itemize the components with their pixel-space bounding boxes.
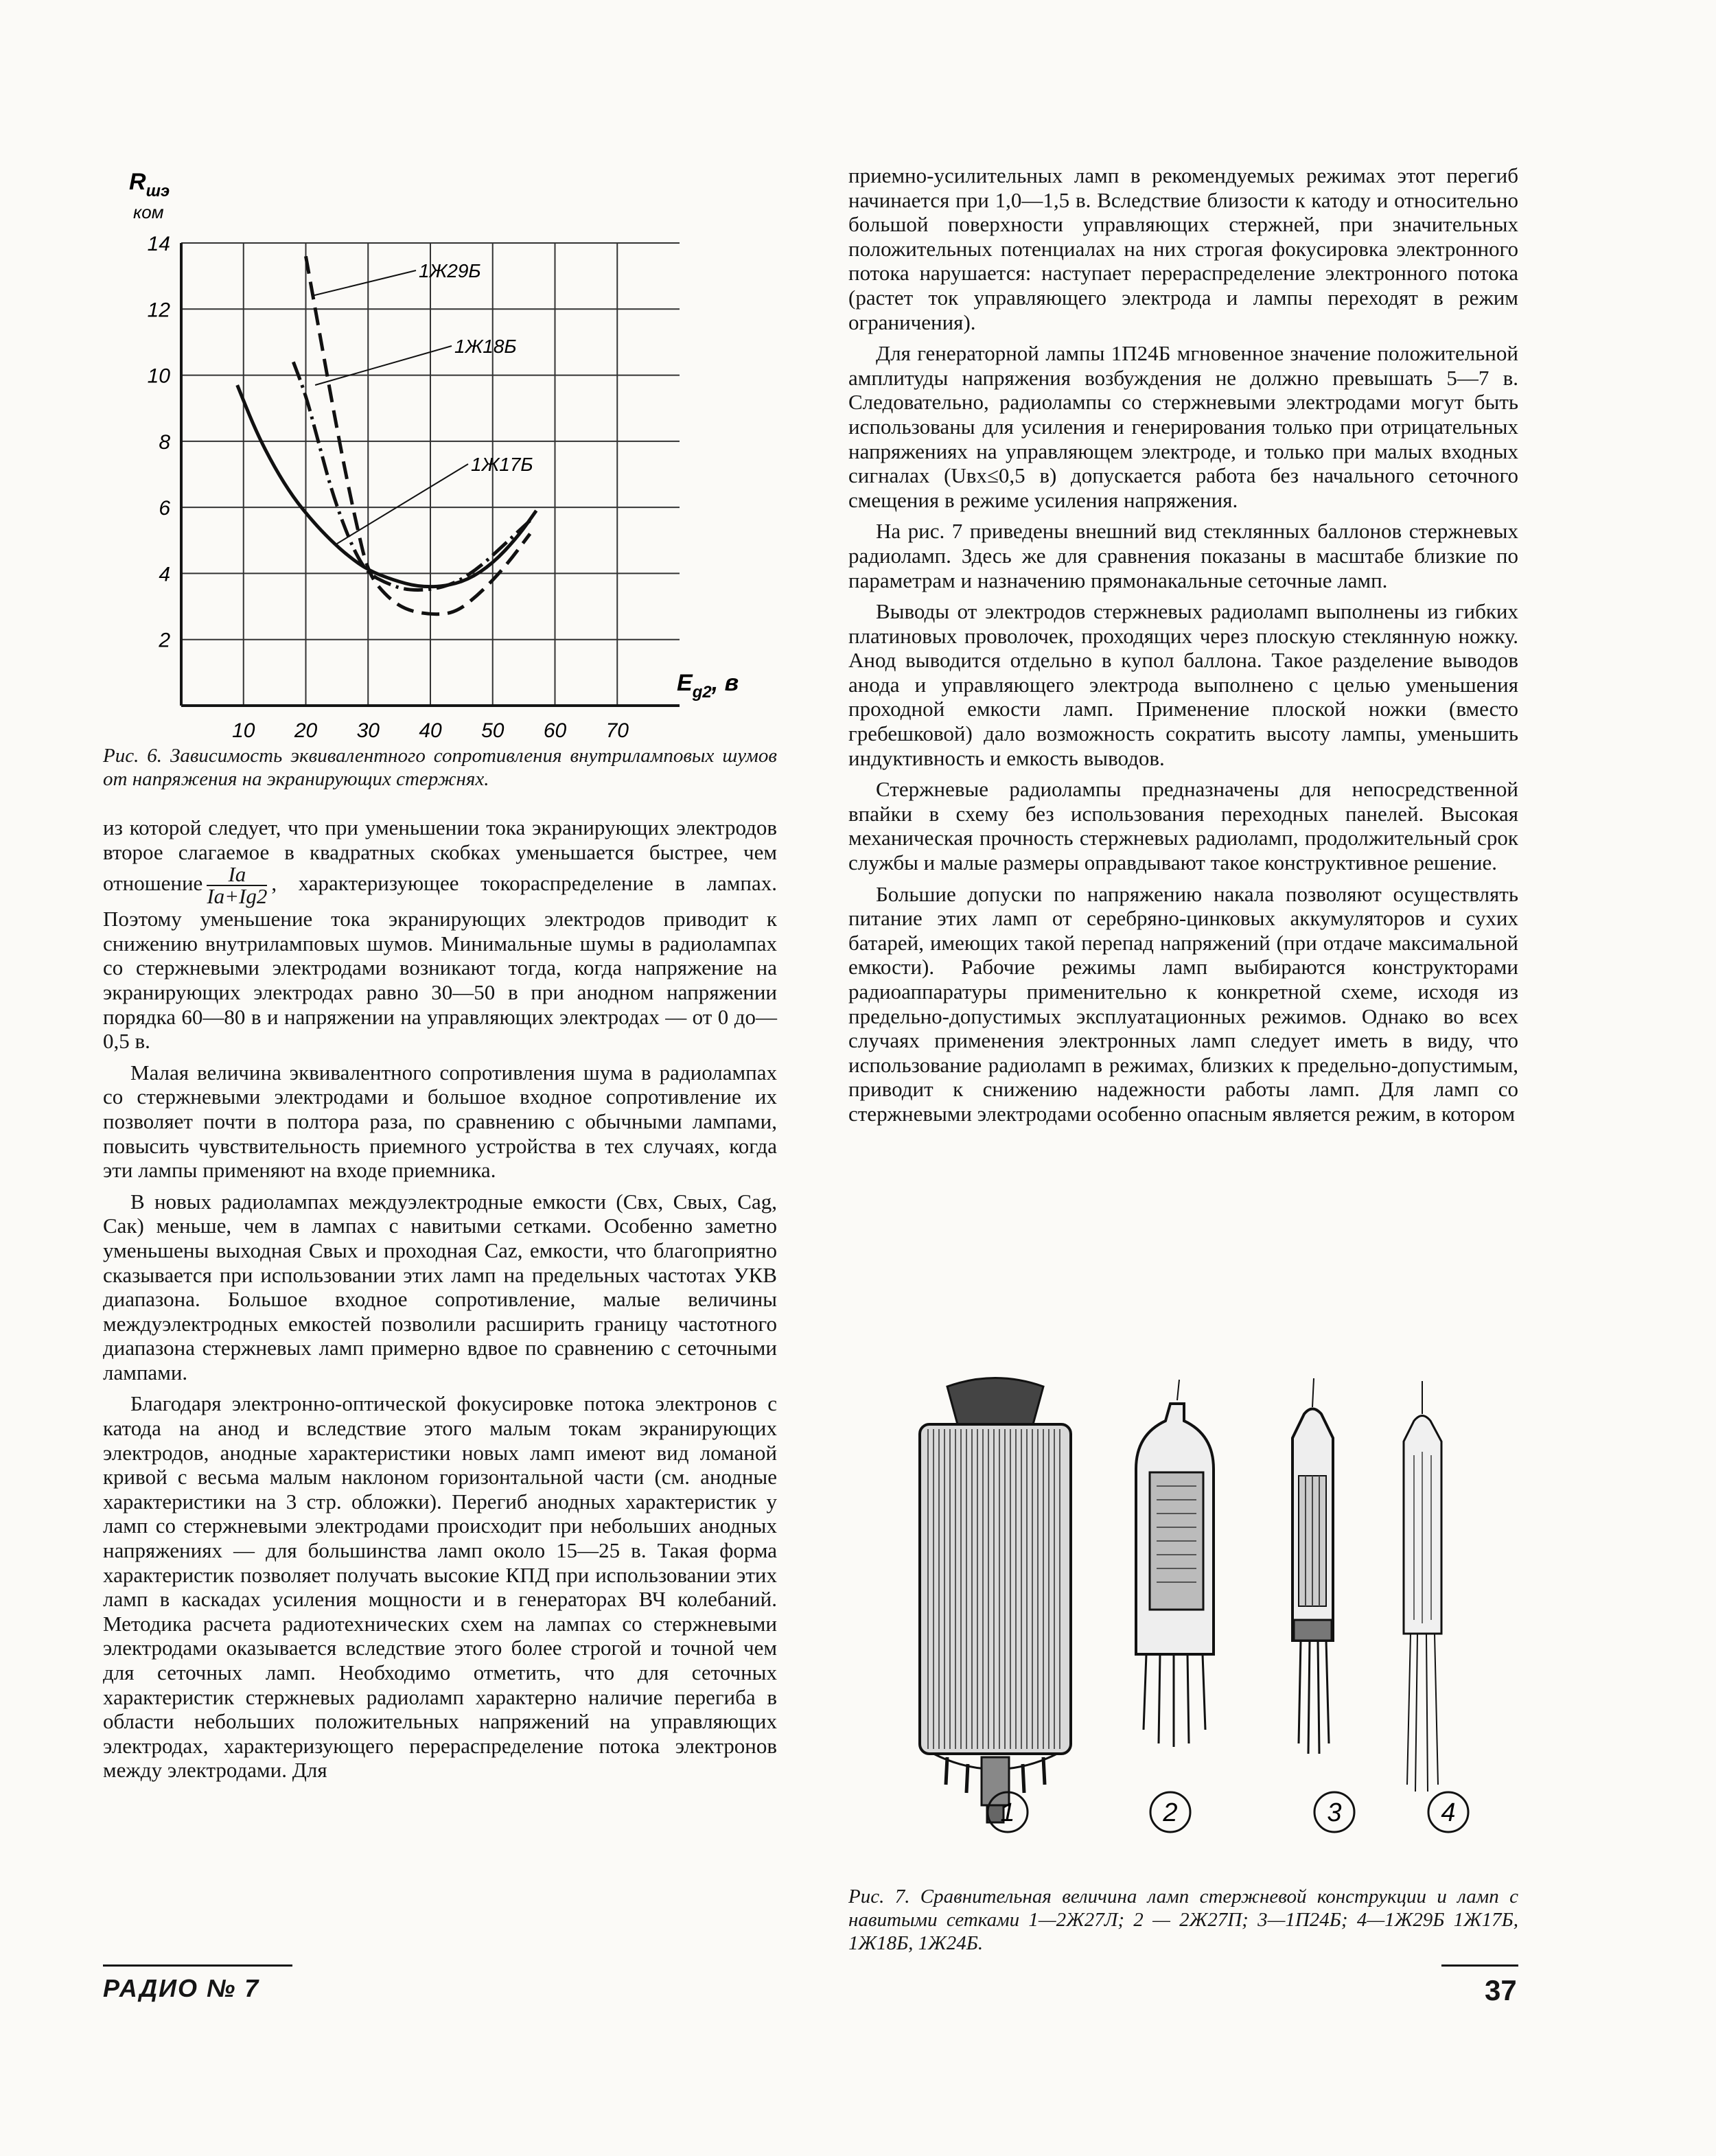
- left-paragraph-3: В новых радиолампах междуэлектродные емкости (Cвх, Cвых, Cаg, Cак) меньше, чем в лампах с навитыми сетками. Особенно заметно уменьшены выходная Cвых и проходная Caz, емкости, что благоприятно сказывается при использовании этих ламп на предельных частотах УКВ диапазона. Большое входное сопротивление, малые величины междуэлектродных емкостей позволили расширить границу частотного диапазона стержневых ламп примерно вдвое по сравнению с сеточными лампами.: [103, 1189, 777, 1384]
- x-tick-label: 20: [294, 719, 318, 739]
- series-label-1Ж18Б: 1Ж18Б: [454, 336, 517, 357]
- right-paragraph-6: Большие допуски по напряжению накала позволяют осуществлять питание этих ламп от серебряно-цинковых аккумуляторов и сухих батарей, имеющих такой перепад напряжений (при отдаче максимальной емкости). Рабочие режимы ламп выбираются конструкторами радиоаппаратуры применительно к конкретной схеме, исходя из предельно-допустимых эксплуатационных режимов. Однако во всех случаях применения электронных ламп следует иметь в виду, что использование радиоламп в режимах, близких к предельно-допустимым, приводит к снижению надежности работы ламп. Для ламп со стержневыми электродами особенно опасным является режим, в котором: [848, 881, 1518, 1126]
- current-ratio-fraction: $\frac{Iа}{Iа+Ig2}$: [207, 862, 268, 909]
- series-label-1Ж29Б: 1Ж29Б: [419, 260, 481, 281]
- y-axis-label: $R_{шэ}$: [129, 169, 170, 200]
- right-column: [848, 163, 1518, 1133]
- x-tick-label: 10: [232, 719, 255, 739]
- y-tick-label: 12: [147, 299, 170, 322]
- figure-6-caption: Рис. 6. Зависимость эквивалентного сопротивления внутриламповых шумов от напряжения на экранирующих стержнях.: [103, 745, 777, 790]
- page-number: 37: [1485, 1974, 1517, 2006]
- lamp-label-3: [1314, 1792, 1354, 1832]
- series-labels: [312, 260, 533, 544]
- x-tick-label: 60: [543, 719, 567, 739]
- x-axis-label: $E_{g2}$, в: [677, 670, 739, 702]
- y-tick-label: 2: [159, 629, 170, 652]
- x-tick-label: 70: [605, 719, 629, 739]
- x-tick-label: 50: [481, 719, 505, 739]
- left-paragraph-2: Малая величина эквивалентного сопротивления шума в радиолампах со стержневыми электродами и большое входное сопротивление их позволяет почти в полтора раза, по сравнению с обычными лампами, повысить чувствительность приемного устройства в тех случаях, когда эти лампы применяют на входе приемника.: [103, 1060, 777, 1183]
- lamp-4-illustration: [1404, 1381, 1441, 1792]
- footer-rule-right: [1441, 1964, 1518, 1967]
- journal-title: РАДИО № 7: [103, 1974, 260, 2002]
- lamp-label-4: [1428, 1792, 1468, 1832]
- figure-7-lamps-illustration: [892, 1373, 1496, 1867]
- figure-7-caption: Рис. 7. Сравнительная величина ламп стержневой конструкции и ламп с навитыми сетками 1—2Ж27Л; 2 — 2Ж27П; 3—1П24Б; 4—1Ж29Б 1Ж17Б, 1Ж18Б, 1Ж24Б.: [848, 1886, 1518, 1954]
- right-paragraph-1: приемно-усилительных ламп в рекомендуемых режимах этот перегиб начинается при 1,0—1,5 в. Вследствие близости к катоду и относительно большой поверхности управляющих стержней, при значительных положительных потенциалах на них строгая фокусировка электронного потока нарушается: наступает перераспределение электронного потока (растет ток управляющего электрода и лампы переходят в режим ограничения).: [848, 163, 1518, 334]
- y-tick-label: 4: [159, 563, 170, 586]
- y-tick-label: 6: [159, 497, 170, 520]
- x-tick-label: 30: [356, 719, 380, 739]
- y-tick-label: 10: [147, 364, 170, 388]
- x-tick-label: 40: [419, 719, 442, 739]
- svg-text:2: 2: [1163, 1798, 1178, 1827]
- series-line-1Ж18Б: [293, 362, 530, 590]
- series-leader-1Ж29Б: [312, 270, 416, 296]
- left-column: [103, 815, 777, 1789]
- svg-text:3: 3: [1327, 1798, 1342, 1827]
- x-tick-labels: [232, 719, 629, 739]
- chart-grid: [181, 243, 680, 706]
- svg-text:4: 4: [1441, 1798, 1456, 1827]
- series-label-1Ж17Б: 1Ж17Б: [471, 454, 533, 475]
- right-paragraph-2: Для генераторной лампы 1П24Б мгновенное значение положительной амплитуды напряжения возбуждения не должно превышать 5—7 в. Следовательно, радиолампы со стержневыми электродами могут быть использованы для усиления и генерирования только при отрицательных напряжениях на управляющем электроде, и только при малых входных сигналах (Uвх≤0,5 в) допускается работа без начального сеточного смещения в режиме усиления напряжения.: [848, 341, 1518, 512]
- lamp-1-illustration: [920, 1378, 1071, 1823]
- footer-rule-left: [103, 1964, 292, 1967]
- series-leader-1Ж18Б: [315, 346, 452, 385]
- lamp-3-illustration: [1292, 1378, 1333, 1754]
- lamp-label-2: [1150, 1792, 1190, 1832]
- right-paragraph-5: Стержневые радиолампы предназначены для непосредственной впайки в схему без использования переходных панелей. Высокая механическая прочность стержневых радиоламп, продолжительный срок службы и малые размеры оправдывают такое конструктивное решение.: [848, 777, 1518, 875]
- series-leader-1Ж17Б: [337, 464, 468, 544]
- y-tick-label: 14: [147, 233, 170, 255]
- right-paragraph-4: Выводы от электродов стержневых радиоламп выполнены из гибких платиновых проволочек, проходящих через плоскую стеклянную ножку. Анод выводится отдельно в купол баллона. Такое разделение выводов анода и управляющего электрода выполнено с целью уменьшения проходной емкости ламп. Применение плоской ножки (вместо гребешковой) дало возможность сократить высоту лампы, уменьшить индуктивность и емкость выводов.: [848, 599, 1518, 770]
- svg-text:1: 1: [1000, 1798, 1015, 1827]
- left-paragraph-1: из которой следует, что при уменьшении тока экранирующих электродов второе слагаемое в квадратных скобках уменьшается быстрее, чем отношение $\frac{Iа}{Iа+Ig2}$ , характеризующее токораспределение в лампах. Поэтому уменьшение тока экранирующих электродов приводит к снижению внутриламповых шумов. Минимальные шумы в радиолампах со стержневыми электродами возникают тогда, когда напряжение на экранирующих электродах равно 30—50 в при анодном напряжении порядка 60—80 в и напряжении на управляющих электродах — от 0 до—0,5 в.: [103, 815, 777, 1054]
- y-tick-label: 8: [159, 430, 170, 454]
- series-line-1Ж17Б: [237, 385, 537, 587]
- y-axis-unit: ком: [133, 202, 164, 222]
- right-paragraph-3: На рис. 7 приведены внешний вид стеклянных баллонов стержневых радиоламп. Здесь же для сравнения показаны в масштабе близкие по параметрам и назначению прямонакальные сеточные ламп.: [848, 519, 1518, 592]
- figure-6-chart: [103, 169, 762, 739]
- lamp-2-illustration: [1136, 1380, 1214, 1747]
- chart-series: [237, 256, 537, 614]
- left-paragraph-4: Благодаря электронно-оптической фокусировке потока электронов с катода на анод и вследствие этого малым токам экранирующих электродов, анодные характеристики новых ламп имеют вид ломаной кривой с весьма малым наклоном горизонтальной части (см. анодные характеристики на 3 стр. обложки). Перегиб анодных характеристик у ламп со стержневыми электродами происходит при небольших анодных напряжениях — для большинства ламп около 15—25 в. Такая форма характеристик позволяет получать высокие КПД при использовании этих ламп в каскадах усиления мощности и в генераторах ВЧ колебаний. Методика расчета радиотехнических схем на лампах со стержневыми электродами оказывается вследствие этого более строгой и точной чем для сеточных ламп. Необходимо отметить, что для сеточных характеристик стержневых радиоламп характерно наличие перегиба в области небольших положительных напряжений на управляющих электродах, характеризующего перераспределение потока электронов между электродами. Для: [103, 1391, 777, 1783]
- y-tick-labels: [148, 233, 171, 652]
